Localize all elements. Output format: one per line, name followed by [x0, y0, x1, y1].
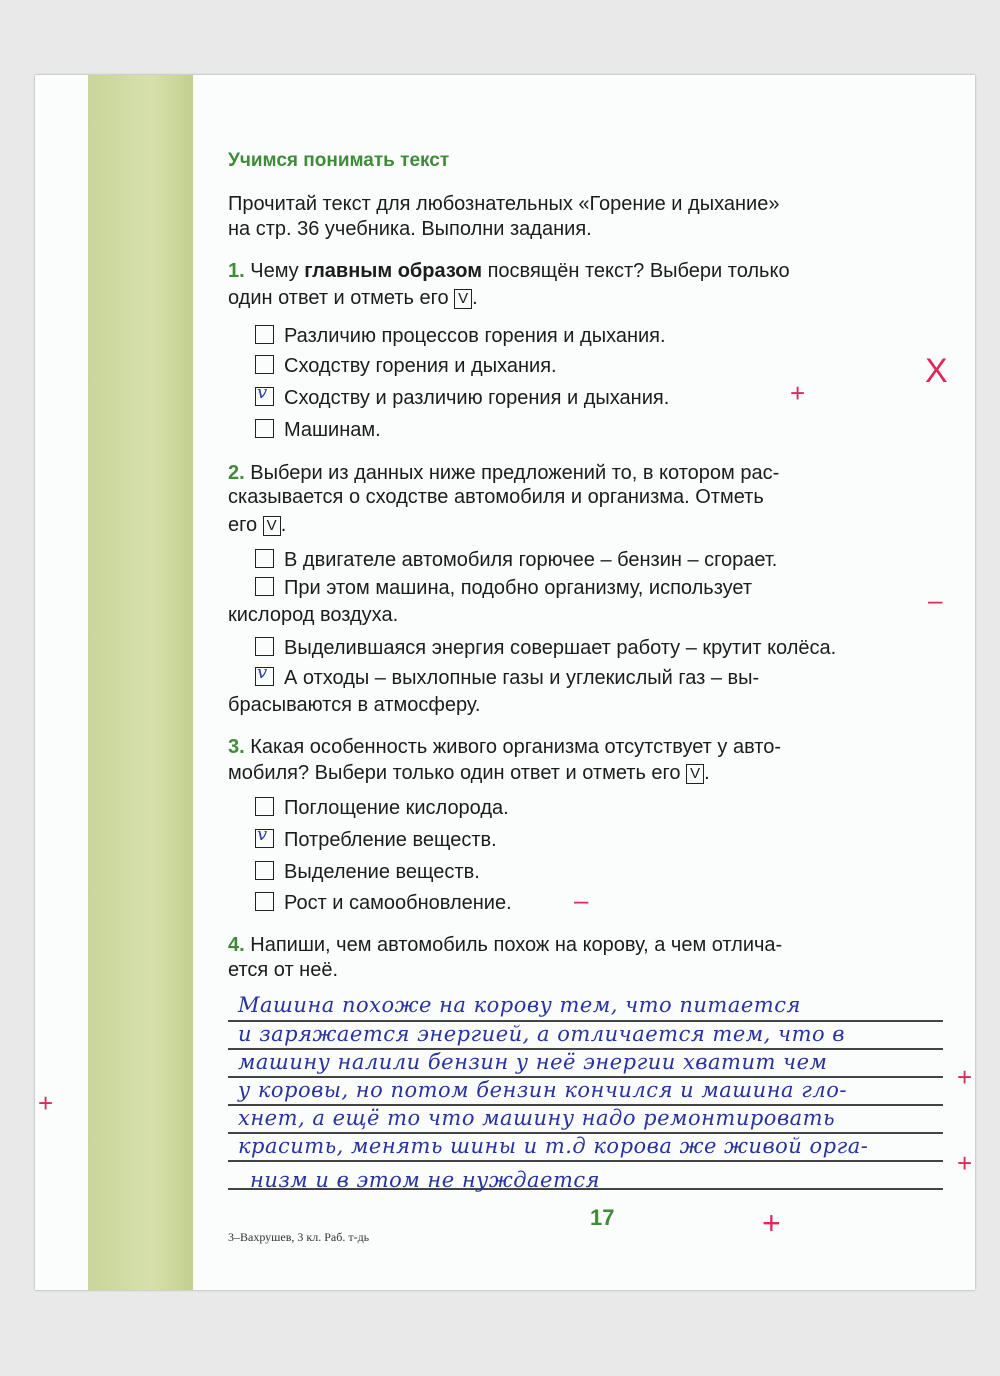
section-heading: Учимся понимать текст	[228, 150, 450, 171]
grade-minus-mark: –	[574, 885, 589, 915]
checkbox[interactable]	[255, 637, 274, 656]
answer-line[interactable]: и заряжается энергией, а отличается тем, что в	[238, 1022, 846, 1046]
q3-text: 3. Какая особенность живого организма отсутствует у авто-	[228, 736, 781, 758]
q2-text-2: сказывается о сходстве автомобиля и организма. Отметь	[228, 486, 764, 508]
q2-text: 2. Выбери из данных ниже предложений то, в котором рас-	[228, 462, 780, 484]
page-number: 17	[590, 1205, 615, 1230]
answer-line[interactable]: машину налили бензин у неё энергии хватит чем	[238, 1050, 828, 1074]
checkbox-checked[interactable]	[255, 382, 274, 406]
q2-option[interactable]: Выделившаяся энергия совершает работу – крутит колёса.	[255, 637, 836, 660]
q3-option[interactable]: Рост и самообновление.	[255, 892, 512, 915]
q2-option-cont: кислород воздуха.	[228, 604, 399, 626]
check-icon: v	[257, 824, 268, 845]
answer-rule	[228, 1160, 943, 1162]
q2-option[interactable]: При этом машина, подобно организму, использует	[255, 577, 752, 600]
checkbox[interactable]	[255, 797, 274, 816]
check-icon: v	[257, 382, 268, 403]
footer-imprint: 3–Вахрушев, 3 кл. Раб. т-дь	[228, 1230, 370, 1244]
q2-text-3: его V .	[228, 514, 287, 536]
intro-line-2: на стр. 36 учебника. Выполни задания.	[228, 218, 592, 240]
checkbox[interactable]	[255, 325, 274, 344]
grade-plus-mark: +	[957, 1148, 973, 1178]
checkbox-checked[interactable]	[255, 662, 274, 686]
answer-line[interactable]: у коровы, но потом бензин кончился и машина гло-	[238, 1078, 847, 1102]
q3-option[interactable]: Поглощение кислорода.	[255, 797, 509, 820]
checkbox[interactable]	[255, 892, 274, 911]
grade-plus-mark: +	[790, 378, 806, 408]
answer-line[interactable]: красить, менять шины и т.д корова же живой орга-	[238, 1134, 869, 1158]
answer-line[interactable]: Машина похоже на корову тем, что питается	[238, 993, 801, 1017]
q4-text-2: ется от неё.	[228, 959, 339, 981]
q2-option[interactable]: В двигателе автомобиля горючее – бензин – сгорает.	[255, 549, 777, 572]
q2-option[interactable]: v А отходы – выхлопные газы и углекислый газ – вы-	[257, 662, 760, 689]
q2-option-cont: брасываются в атмосферу.	[228, 694, 481, 716]
checkbox[interactable]	[255, 577, 274, 596]
q3-option[interactable]: Выделение веществ.	[255, 861, 480, 884]
q3-option[interactable]: v Потребление веществ.	[257, 824, 497, 851]
check-icon: v	[257, 662, 268, 683]
grade-x-mark: X	[925, 352, 948, 390]
q1-option[interactable]: Сходству горения и дыхания.	[255, 355, 557, 378]
grade-plus-mark: +	[38, 1088, 54, 1118]
check-mark-sample: V	[686, 764, 704, 784]
q1-text-2: один ответ и отметь его V .	[228, 287, 478, 309]
answer-line[interactable]: низм и в этом не нуждается	[250, 1168, 601, 1192]
grade-plus-mark: +	[957, 1062, 973, 1092]
check-mark-sample: V	[263, 516, 281, 536]
check-mark-sample: V	[454, 289, 472, 309]
checkbox-checked[interactable]	[255, 824, 274, 848]
q1-option[interactable]: v Сходству и различию горения и дыхания.	[257, 382, 670, 409]
green-margin-band	[88, 75, 193, 1290]
q1-option[interactable]: Различию процессов горения и дыхания.	[255, 325, 666, 348]
grade-plus-mark: +	[762, 1205, 781, 1241]
q1-option[interactable]: Машинам.	[255, 419, 381, 442]
checkbox[interactable]	[255, 549, 274, 568]
checkbox[interactable]	[255, 355, 274, 374]
answer-line[interactable]: хнет, а ещё то что машину надо ремонтировать	[238, 1106, 836, 1130]
checkbox[interactable]	[255, 861, 274, 880]
grade-minus-mark: –	[928, 585, 943, 615]
q4-text: 4. Напиши, чем автомобиль похож на корову, а чем отлича-	[228, 934, 783, 956]
q3-text-2: мобиля? Выбери только один ответ и отметь его V .	[228, 762, 710, 784]
checkbox[interactable]	[255, 419, 274, 438]
intro-line-1: Прочитай текст для любознательных «Горение и дыхание»	[228, 193, 780, 215]
q1-text: 1. Чему главным образом посвящён текст? Выбери только	[228, 260, 790, 282]
